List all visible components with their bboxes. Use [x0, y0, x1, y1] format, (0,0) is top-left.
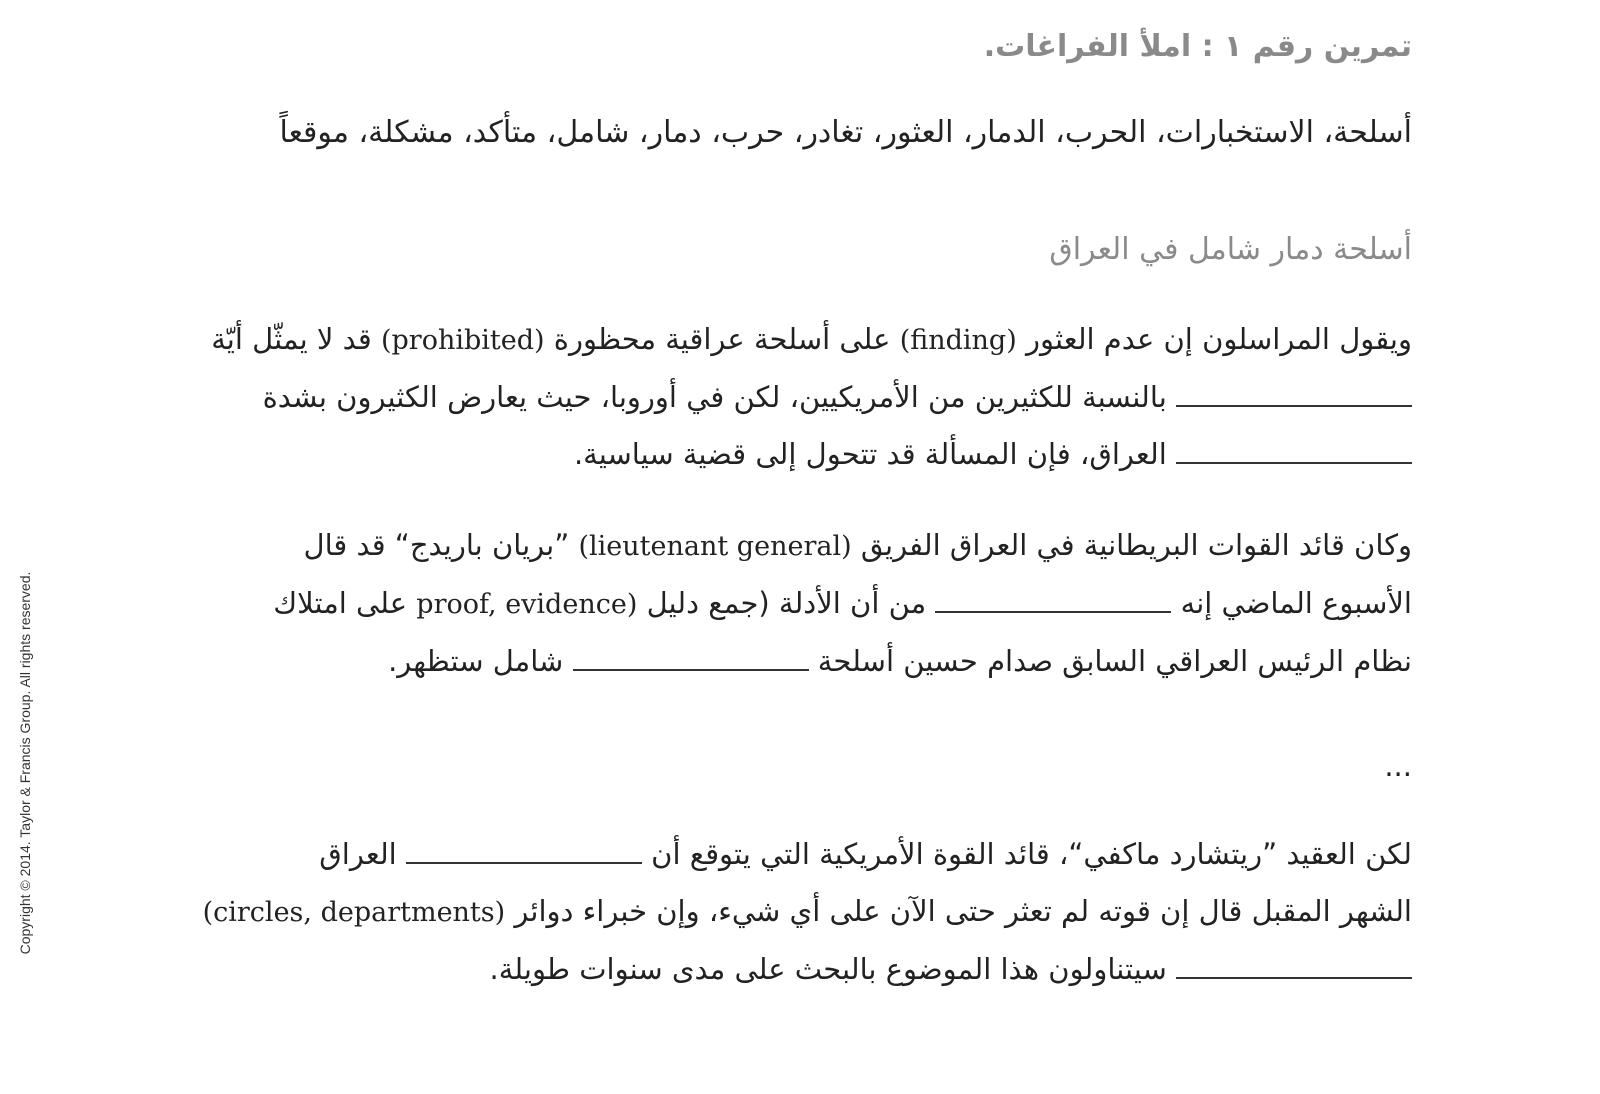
text-segment: قد لا يمثّل أيّة: [211, 322, 381, 356]
ellipsis: ...: [1384, 749, 1412, 783]
paragraph-line: [150, 426, 1412, 483]
text-segment: وكان قائد القوات البريطانية في العراق الفريق: [851, 528, 1412, 562]
paragraph-line: [150, 369, 1412, 426]
word-bank: أسلحة، الاستخبارات، الحرب، الدمار، العثور، تغادر، حرب، دمار، شامل، متأكد، مشكلة، موقعاً: [279, 115, 1412, 150]
text-segment: سيتناولون هذا الموضوع بالبحث على مدى سنوات طويلة.: [489, 952, 1176, 986]
english-gloss: (lieutenant general): [578, 531, 852, 562]
text-segment: العراق: [319, 837, 406, 871]
text-segment: على أسلحة عراقية محظورة: [544, 322, 900, 356]
text-segment: الأسبوع الماضي إنه: [1171, 586, 1412, 620]
fill-in-blank[interactable]: [1176, 955, 1412, 979]
paragraph-line: [150, 941, 1412, 998]
english-gloss: proof, evidence): [416, 589, 638, 620]
text-segment: شامل ستظهر.: [388, 644, 573, 678]
article-title: أسلحة دمار شامل في العراق: [1049, 232, 1412, 267]
text-segment: الشهر المقبل قال إن قوته لم تعثر حتى الآن على أي شيء، وإن خبراء دوائر: [505, 894, 1412, 928]
text-segment: ”بريان باريدج“ قد قال: [303, 528, 579, 562]
text-segment: العراق، فإن المسألة قد تتحول إلى قضية سياسية.: [573, 437, 1176, 471]
paragraph-line: [150, 883, 1412, 941]
paragraph-3: [150, 826, 1412, 998]
fill-in-blank[interactable]: [1176, 383, 1412, 407]
text-segment: على امتلاك: [273, 586, 417, 620]
fill-in-blank[interactable]: [406, 840, 642, 864]
text-segment: نظام الرئيس العراقي السابق صدام حسين أسلحة: [808, 644, 1412, 678]
paragraph-line: [150, 575, 1412, 633]
text-segment: ويقول المراسلون إن عدم العثور: [1016, 322, 1412, 356]
text-segment: بالنسبة للكثيرين من الأمريكيين، لكن في أوروبا، حيث يعارض الكثيرون بشدة: [262, 380, 1176, 414]
fill-in-blank[interactable]: [573, 647, 809, 671]
fill-in-blank[interactable]: [935, 589, 1171, 613]
english-gloss: (finding): [899, 325, 1017, 356]
text-segment: لكن العقيد ”ريتشارد ماكفي“، قائد القوة الأمريكية التي يتوقع أن: [641, 837, 1412, 871]
copyright-notice: Copyright © 2014. Taylor & Francis Group. All rights reserved.: [17, 571, 33, 955]
text-segment: من أن الأدلة (جمع دليل: [637, 586, 936, 620]
paragraph-2: [150, 517, 1412, 690]
english-gloss: (circles, departments): [202, 897, 506, 928]
english-gloss: (prohibited): [380, 325, 545, 356]
paragraph-line: [150, 517, 1412, 575]
paragraph-line: [150, 633, 1412, 690]
document-page: [150, 22, 1412, 1062]
paragraph-line: [150, 826, 1412, 883]
exercise-title: تمرين رقم ١ : املأ الفراغات.: [983, 29, 1412, 64]
paragraph-line: [150, 311, 1412, 369]
paragraph-1: [150, 311, 1412, 483]
fill-in-blank[interactable]: [1176, 440, 1412, 464]
